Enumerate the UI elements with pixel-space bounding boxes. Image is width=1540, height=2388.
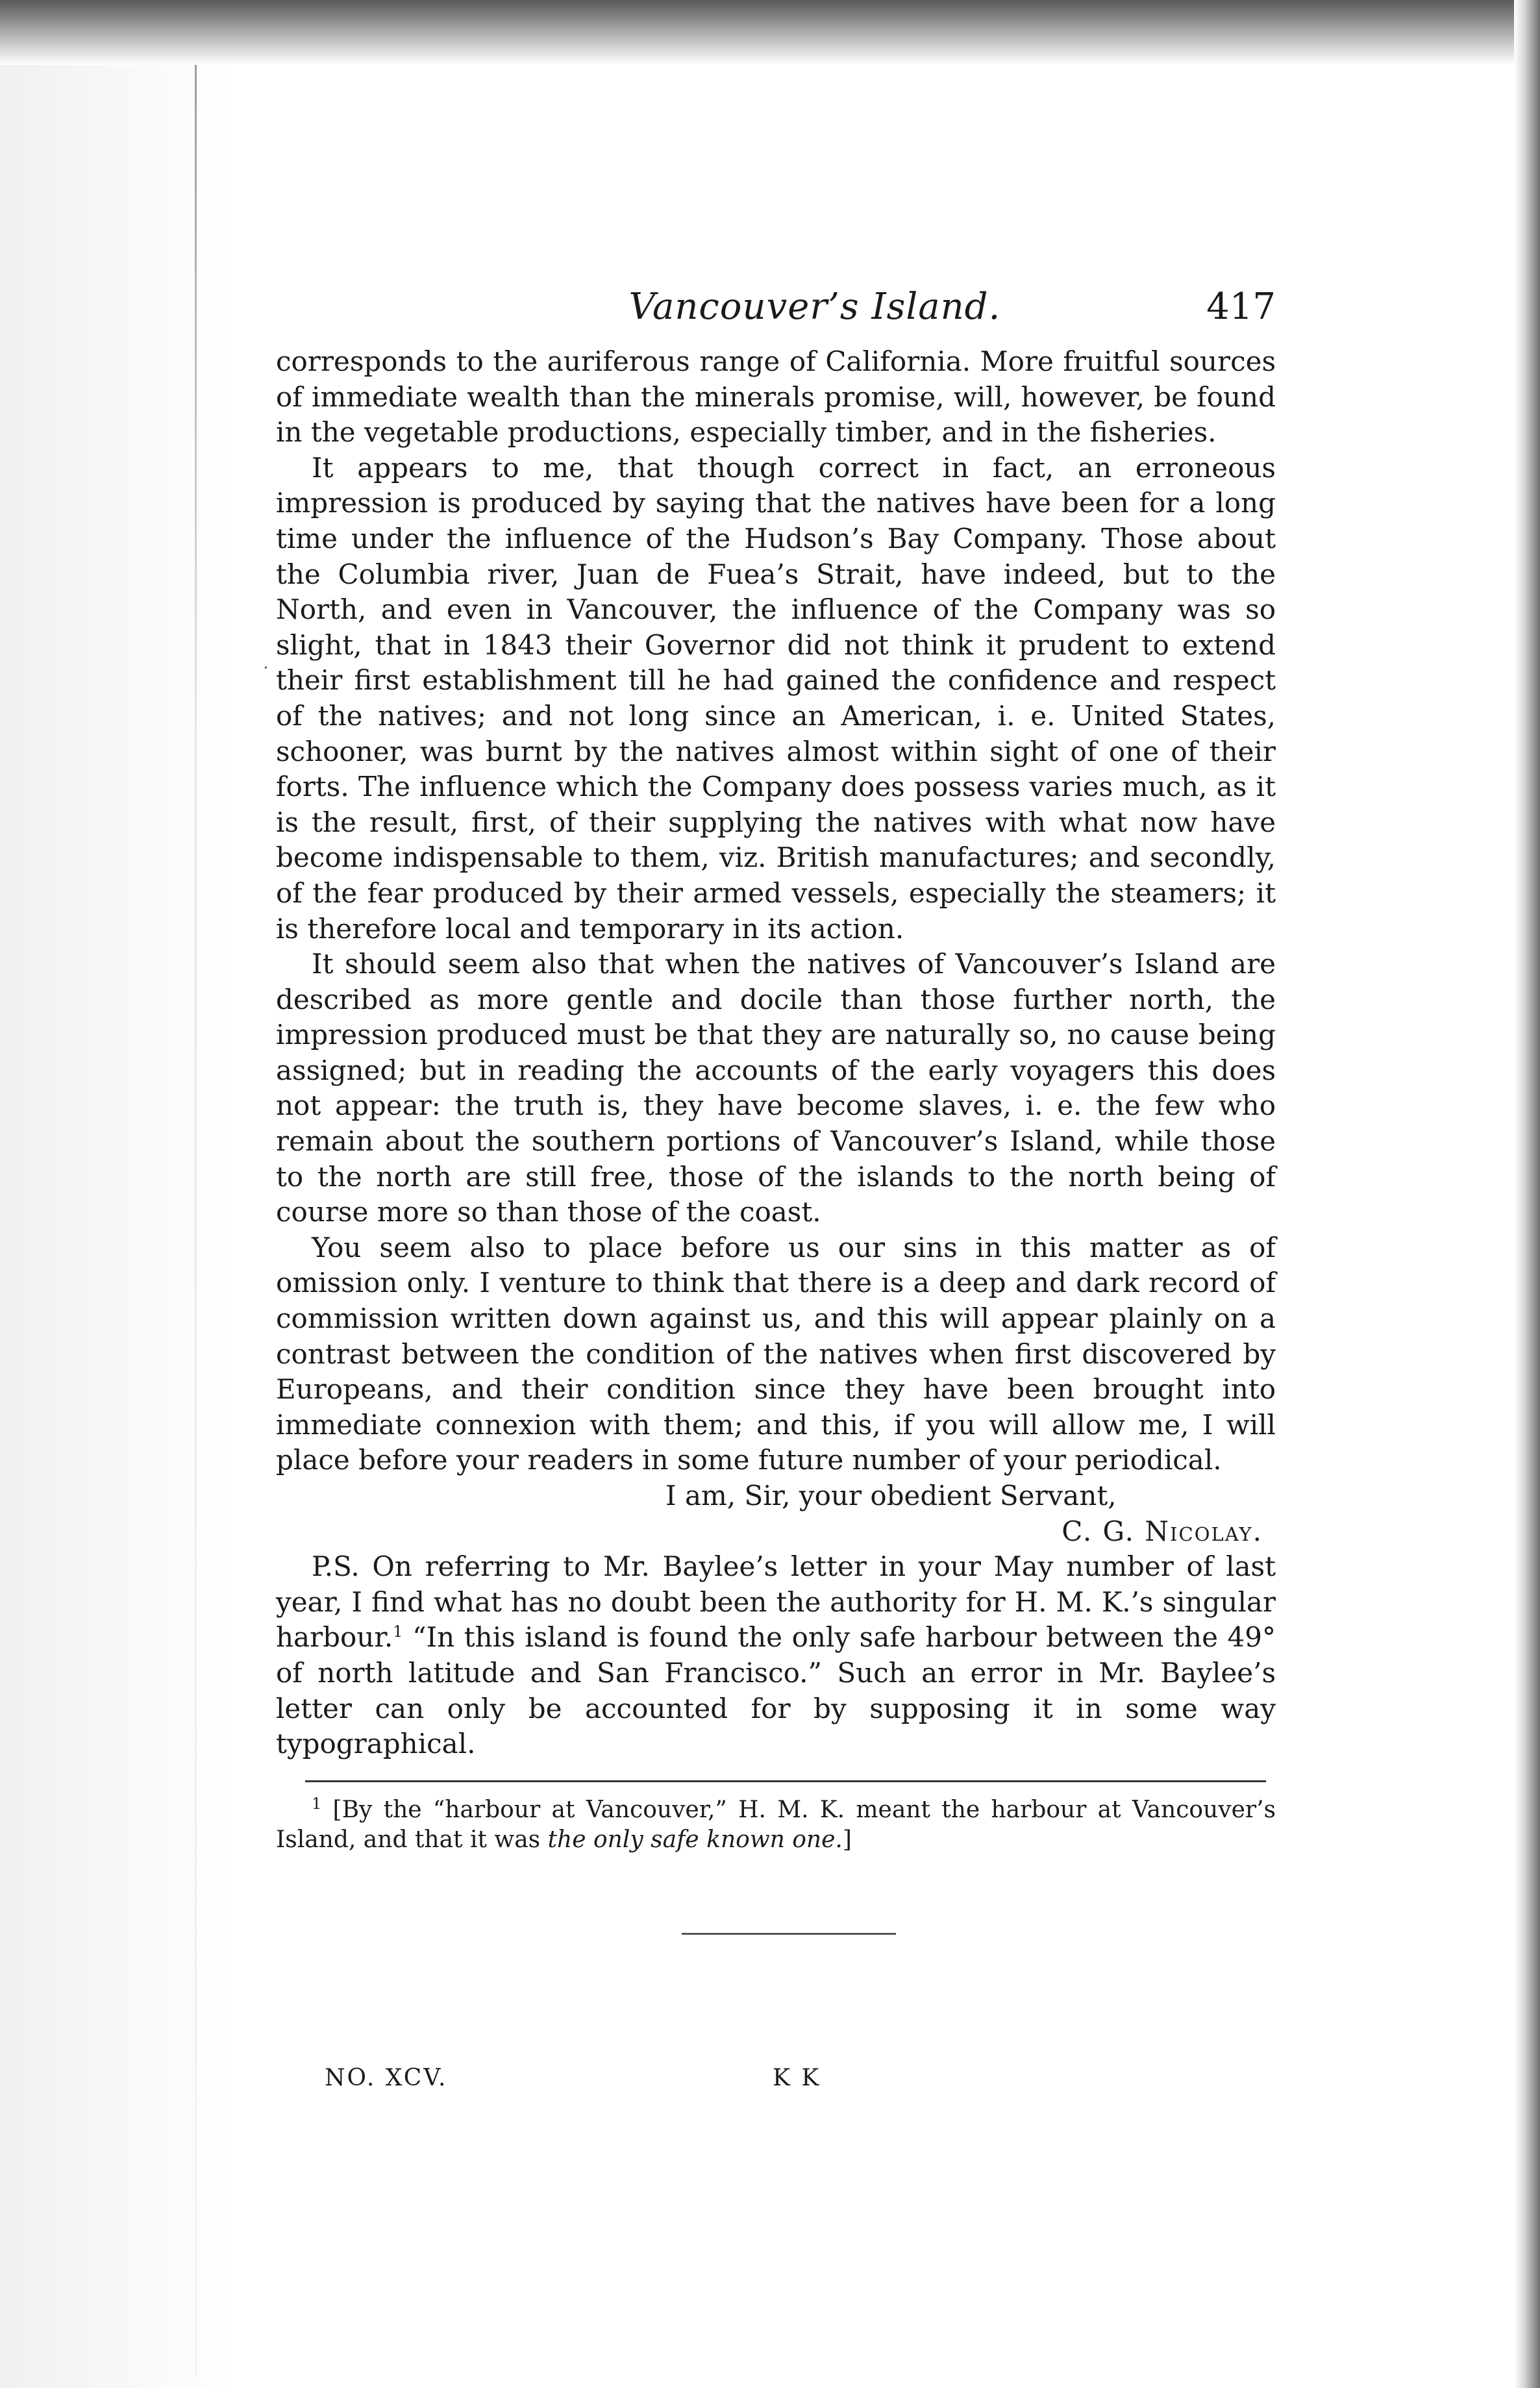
issue-number: NO. XCV. [325,2065,448,2091]
scan-right-edge [1514,0,1540,2388]
footnote-reference: 1 [393,1623,403,1641]
letter-closing [276,1478,1276,1549]
signature-mark: K K [773,2065,821,2091]
paragraph-2: It appears to me, that though correct in fact, an erroneous impression is produced by saying that the natives have been for a long time under the influence of the Hudson’s Bay Company. Those about the Columbia river, Juan de Fuea’s Strait, have indeed, but to the North, and even in Vancouver, the influence of the Company was so slight, that in 1843 their Governor did not think it prudent to extend their first establishment till he had gained the confidence and respect of the natives; and not long since an American, i. e. United States, schooner, was burnt by the natives almost within sight of one of their forts. The influence which the Company does possess varies much, as it is the result, first, of their supplying the natives with what now have become indispensable to them, viz. British manufactures; and secondly, of the fear produced by their armed vessels, especially the steamers; it is therefore local and temporary in its action. [276,451,1276,945]
running-title: Vancouver’s Island. [628,286,1001,328]
footnote-end: ] [842,1826,852,1853]
scan-top-edge [0,0,1540,65]
postscript [276,1549,1276,1762]
postscript-text-2: “In this island is found the only safe harbour between the 49° of north latitude and San Francisco.” Such an error in Mr. Baylee’s letter can only be accounted for by supposing it in some way typographical. [276,1621,1276,1760]
paragraph-3: It should seem also that when the natives of Vancouver’s Island are described as more gentle and docile than those further north, the impression produced must be that they are naturally so, no cause being assigned; but in reading the accounts of the early voyagers this does not appear: the truth is, they have become slaves, i. e. the few who remain about the southern portions of Vancouver’s Island, while those to the north are still free, those of the islands to the north being of course more so than those of the coast. [276,948,1276,1228]
closing-rule [682,1933,896,1935]
footnote-mark: 1 [312,1794,322,1813]
running-head [276,286,1276,338]
postscript-text-1: P.S. On referring to Mr. Baylee’s letter in your May number of last year, I find what has no doubt been the authority for H. M. K.’s singular harbour. [276,1550,1276,1654]
footnote-text: [By the “harbour at Vancouver,” H. M. K. meant the harbour at Vancouver’s Island, and that it was [276,1796,1276,1853]
book-page [276,286,1276,1935]
margin-dot: · [263,657,269,678]
paragraph-4: You seem also to place before us our sins in this matter as of omission only. I venture to think that there is a deep and dark record of commission written down against us, and this will appear plainly on a contrast between the condition of the natives when first discovered by Europeans, and their condition since they have been brought into immediate connexion with them; and this, if you will allow me, I will place before your readers in some future number of your periodical. [276,1231,1276,1476]
footnote-italic-text: the only safe known one. [547,1826,843,1853]
footnote-rule [305,1780,1266,1782]
paragraph-1: corresponds to the auriferous range of California. More fruitful sources of immediate wealth than the minerals promise, will, however, be found in the vegetable productions, especially timber, and in the fisheries. [276,345,1276,449]
page-foot [325,2065,1169,2104]
page-shadow [0,0,234,2388]
body-text [276,344,1276,1478]
signature: C. G. Nicolay. [1062,1515,1263,1547]
postscript-paragraph [276,1549,1276,1762]
valediction: I am, Sir, your obedient Servant, [665,1480,1117,1511]
page-number: 417 [1206,286,1276,328]
footnote [276,1795,1276,1855]
binding-gutter [195,39,197,2376]
